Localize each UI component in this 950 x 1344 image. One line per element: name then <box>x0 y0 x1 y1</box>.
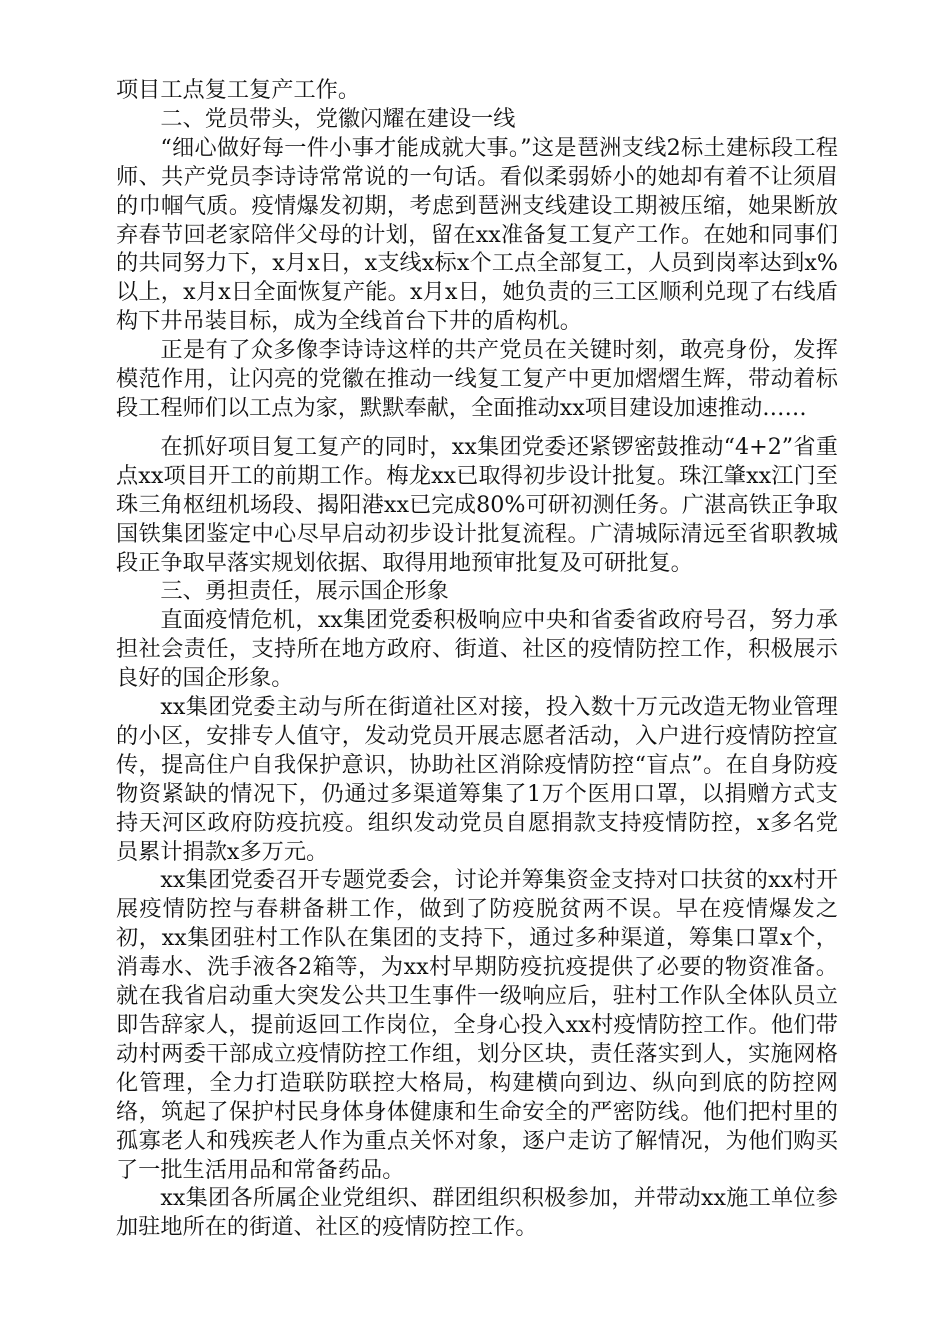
document-body <box>116 76 838 1242</box>
paragraph: “细心做好每一件小事才能成就大事。”这是琶洲支线2标土建标段工程师、共产党员李诗诗常常说的一句话。看似柔弱娇小的她却有着不让须眉的巾帼气质。疫情爆发初期，考虑到琶洲支线建设工期被压缩，她果断放弃春节回老家陪伴父母的计划，留在xx准备复工复产工作。在她和同事们的共同努力下，x月x日，x支线x标x个工点全部复工，人员到岗率达到x%以上，x月x日全面恢复产能。x月x日，她负责的三工区顺利兑现了右线盾构下井吊装目标，成为全线首台下井的盾构机。 <box>116 134 838 335</box>
paragraph: 正是有了众多像李诗诗这样的共产党员在关键时刻，敢亮身份，发挥模范作用，让闪亮的党徽在推动一线复工复产中更加熠熠生辉，带动着标段工程师们以工点为家，默默奉献，全面推动xx项目建设加速推动…… <box>116 337 838 421</box>
paragraph-continuation: 项目工点复工复产工作。 <box>116 77 361 103</box>
paragraph: 直面疫情危机，xx集团党委积极响应中央和省委省政府号召，努力承担社会责任，支持所在地方政府、街道、社区的疫情防控工作，积极展示良好的国企形象。 <box>116 607 838 692</box>
section-heading-3: 三、勇担责任，展示国企形象 <box>160 578 449 605</box>
paragraph: xx集团党委主动与所在街道社区对接，投入数十万元改造无物业管理的小区，安排专人值守，发动党员开展志愿者活动，入户进行疫情防控宣传，提高住户自我保护意识，协助社区消除疫情防控“盲点”。在自身防疫物资紧缺的情况下，仍通过多渠道筹集了1万个医用口罩，以捐赠方式支持天河区政府防疫抗疫。组织发动党员自愿捐款支持疫情防控，x多名党员累计捐款x多万元。 <box>116 694 838 865</box>
section-heading-2: 二、党员带头，党徽闪耀在建设一线 <box>160 105 516 132</box>
paragraph: xx集团党委召开专题党委会，讨论并筹集资金支持对口扶贫的xx村开展疫情防控与春耕备耕工作，做到了防疫脱贫两不误。早在疫情爆发之初，xx集团驻村工作队在集团的支持下，通过多种渠道，筹集口罩x个，消毒水、洗手液各2箱等，为xx村早期防疫抗疫提供了必要的物资准备。就在我省启动重大突发公共卫生事件一级响应后，驻村工作队全体队员立即告辞家人，提前返回工作岗位，全身心投入xx村疫情防控工作。他们带动村两委干部成立疫情防控工作组，划分区块，责任落实到人，实施网格化管理，全力打造联防联控大格局，构建横向到边、纵向到底的防控网络，筑起了保护村民身体身体健康和生命安全的严密防线。他们把村里的孤寡老人和残疾老人作为重点关怀对象，逐户走访了解情况，为他们购买了一批生活用品和常备药品。 <box>116 867 838 1183</box>
paragraph: 在抓好项目复工复产的同时，xx集团党委还紧锣密鼓推动“4+2”省重点xx项目开工的前期工作。梅龙xx已取得初步设计批复。珠江肇xx江门至珠三角枢纽机场段、揭阳港xx已完成80%可研初测任务。广湛高铁正争取国铁集团鉴定中心尽早启动初步设计批复流程。广清城际清远至省职教城段正争取早落实规划依据、取得用地预审批复及可研批复。 <box>116 433 838 576</box>
paragraph: xx集团各所属企业党组织、群团组织积极参加，并带动xx施工单位参加驻地所在的街道、社区的疫情防控工作。 <box>116 1185 838 1241</box>
